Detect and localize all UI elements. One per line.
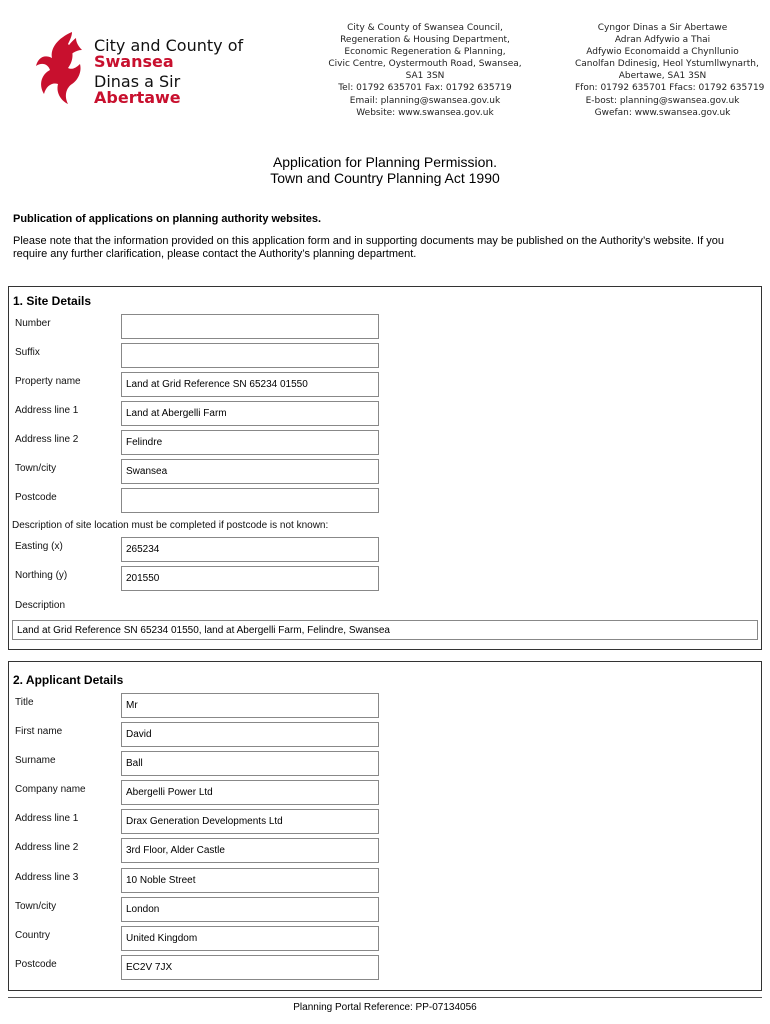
address-en-line: City & County of Swansea Council, <box>347 23 503 33</box>
address-cy-line: Adran Adfywio a Thai <box>614 35 711 46</box>
country-label: Country <box>15 930 51 941</box>
applicant-details-title: 2. Applicant Details <box>13 673 124 687</box>
applicant-address-line-1-field[interactable]: Drax Generation Developments Ltd <box>121 809 379 834</box>
applicant-town-field[interactable]: London <box>121 897 379 922</box>
site-postcode-field[interactable] <box>121 488 379 513</box>
logo-line-4: Abertawe <box>94 88 181 107</box>
address-en-line: Economic Regeneration & Planning, <box>344 47 506 58</box>
logo-line-1: City and County of <box>94 36 244 55</box>
council-logo <box>28 28 268 108</box>
dragon-logo-icon <box>28 28 88 108</box>
address-cy-line: Cyngor Dinas a Sir Abertawe <box>597 23 728 33</box>
address-cy-line: Ffon: 01792 635701 Ffacs: 01792 635719 <box>575 83 765 94</box>
logo-line-3: Dinas a Sir <box>94 72 181 91</box>
footer-divider <box>8 997 762 998</box>
first-name-label: First name <box>15 726 63 737</box>
description-field[interactable]: Land at Grid Reference SN 65234 01550, land at Abergelli Farm, Felindre, Swansea <box>12 620 758 640</box>
country-field[interactable]: United Kingdom <box>121 926 379 951</box>
northing-field[interactable]: 201550 <box>121 566 379 591</box>
site-town-label: Town/city <box>15 463 57 474</box>
first-name-field[interactable]: David <box>121 722 379 747</box>
portal-reference: Planning Portal Reference: PP-07134056 <box>293 1002 477 1013</box>
address-english <box>325 22 525 119</box>
site-address-line-1-field[interactable]: Land at Abergelli Farm <box>121 401 379 426</box>
address-cy-line: Abertawe, SA1 3SN <box>618 71 707 82</box>
suffix-label: Suffix <box>15 347 40 358</box>
applicant-address-line-2-label: Address line 2 <box>15 842 79 853</box>
applicant-town-label: Town/city <box>15 901 57 912</box>
surname-field[interactable]: Ball <box>121 751 379 776</box>
address-en-line: Regeneration & Housing Department, <box>340 35 510 46</box>
easting-field[interactable]: 265234 <box>121 537 379 562</box>
applicant-address-line-1-label: Address line 1 <box>15 813 79 824</box>
address-cy-line: Adfywio Economaidd a Chynllunio <box>586 47 739 58</box>
northing-label: Northing (y) <box>15 570 68 581</box>
surname-label: Surname <box>15 755 56 766</box>
applicant-address-line-3-field[interactable]: 10 Noble Street <box>121 868 379 893</box>
company-name-field[interactable]: Abergelli Power Ltd <box>121 780 379 805</box>
site-address-line-2-label: Address line 2 <box>15 434 79 445</box>
company-name-label: Company name <box>15 784 86 795</box>
location-note: Description of site location must be completed if postcode is not known: <box>12 520 329 531</box>
address-en-website[interactable]: Website: www.swansea.gov.uk <box>356 107 494 118</box>
number-field[interactable] <box>121 314 379 339</box>
property-name-field[interactable]: Land at Grid Reference SN 65234 01550 <box>121 372 379 397</box>
site-address-line-1-label: Address line 1 <box>15 405 79 416</box>
applicant-title-label: Title <box>15 697 34 708</box>
address-cy-website[interactable]: Gwefan: www.swansea.gov.uk <box>594 107 731 118</box>
suffix-field[interactable] <box>121 343 379 368</box>
publication-note: Please note that the information provided on this application form and in supporting documents may be published on the Authority’s website. If you require any further clarification, please contact the Authority’s planning department. <box>13 235 724 260</box>
applicant-address-line-3-label: Address line 3 <box>15 872 79 883</box>
address-en-line: SA1 3SN <box>405 71 445 82</box>
site-details-title: 1. Site Details <box>13 294 92 308</box>
form-subtitle: Town and Country Planning Act 1990 <box>270 170 500 186</box>
applicant-title-field[interactable]: Mr <box>121 693 379 718</box>
address-en-line: Civic Centre, Oystermouth Road, Swansea, <box>328 59 522 70</box>
logo-line-2: Swansea <box>94 52 174 71</box>
address-cy-line: Canolfan Ddinesig, Heol Ystumllwynarth, <box>575 59 759 70</box>
applicant-postcode-field[interactable]: EC2V 7JX <box>121 955 379 980</box>
form-title: Application for Planning Permission. <box>272 154 498 170</box>
applicant-address-line-2-field[interactable]: 3rd Floor, Alder Castle <box>121 838 379 863</box>
site-address-line-2-field[interactable]: Felindre <box>121 430 379 455</box>
applicant-postcode-label: Postcode <box>15 959 57 970</box>
easting-label: Easting (x) <box>15 541 63 552</box>
description-label: Description <box>15 600 66 611</box>
site-postcode-label: Postcode <box>15 492 57 503</box>
number-label: Number <box>15 318 51 329</box>
address-en-line: Tel: 01792 635701 Fax: 01792 635719 <box>338 83 512 94</box>
site-town-field[interactable]: Swansea <box>121 459 379 484</box>
property-name-label: Property name <box>15 376 81 387</box>
address-welsh <box>575 22 765 119</box>
publication-heading: Publication of applications on planning authority websites. <box>13 213 322 225</box>
address-en-email[interactable]: Email: planning@swansea.gov.uk <box>349 95 501 106</box>
address-cy-email[interactable]: E-bost: planning@swansea.gov.uk <box>585 95 740 106</box>
